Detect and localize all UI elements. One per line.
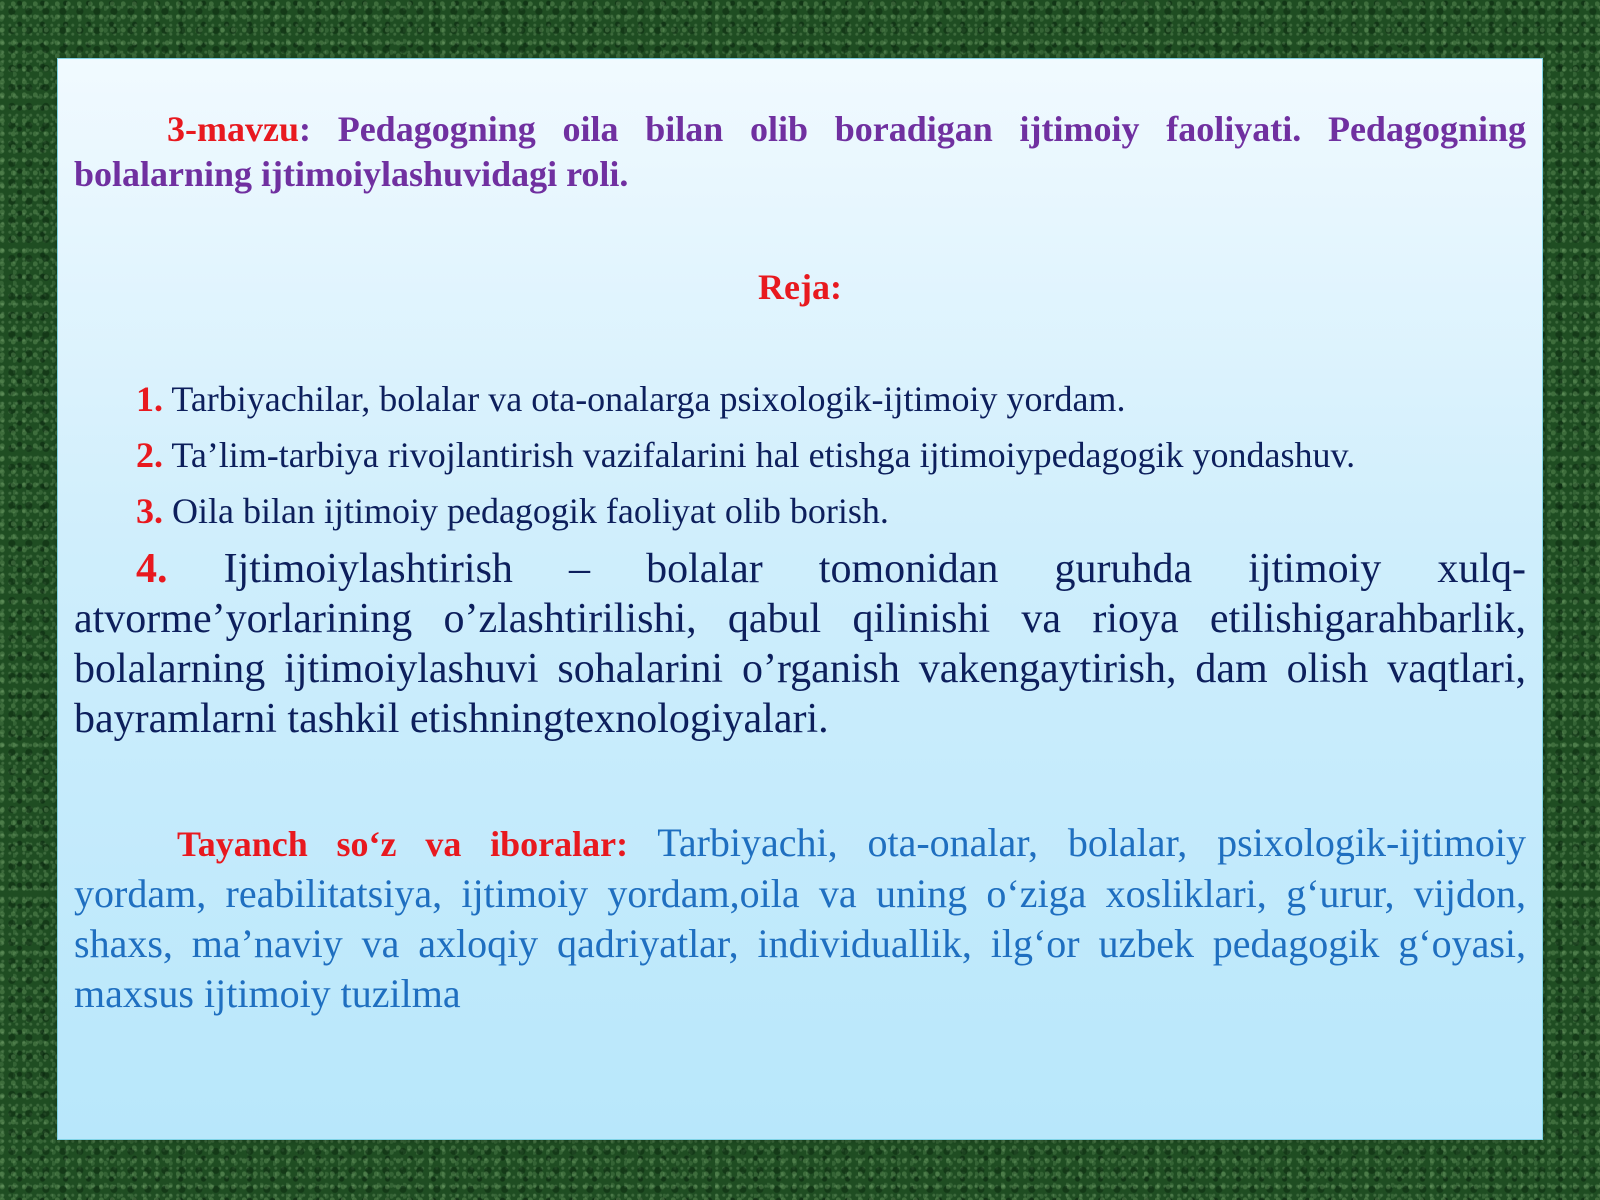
slide-panel [57, 58, 1543, 1140]
plan-item-3 [74, 488, 1526, 534]
plan-item-text: Oila bilan ijtimoiy pedagogik faoliyat olib borish. [163, 491, 889, 531]
plan-item-2 [74, 432, 1526, 478]
plan-item-text: Tarbiyachilar, bolalar va ota-onalarga psixologik-ijtimoiy yordam. [163, 379, 1126, 419]
plan-item-number: 1. [136, 379, 163, 419]
title-text: Pedagogning oila bilan olib boradigan ijtimoiy faoliyati. Pedagogning bolalarning ijtimoiylashuvidagi roli. [74, 109, 1526, 194]
plan-item-text: Ijtimoiylashtirish – bolalar tomonidan guruhda ijtimoiy xulq-atvorme’yorlarining o’zlashtirilishi, qabul qilinishi va rioya etilishigarahbarlik, bolalarning ijtimoiylashuvi sohalarini o’rganish vakengaytirish, dam olish vaqtlari, bayramlarni tashkil etishningtexnologiyalari. [74, 546, 1526, 742]
plan-item-text: Ta’lim-tarbiya rivojlantirish vazifalarini hal etishga ijtimoiypedagogik yondashuv. [163, 435, 1356, 475]
plan-item-number: 2. [136, 435, 163, 475]
plan-list [74, 376, 1526, 744]
title-colon: : [298, 109, 311, 149]
keywords-paragraph [74, 818, 1526, 1019]
keywords-label: Tayanch so‘z va iboralar: [177, 824, 629, 864]
plan-item-1 [74, 376, 1526, 422]
keywords-text: Tarbiyachi, ota-onalar, bolalar, psixologik-ijtimoiy yordam, reabilitatsiya, ijtimoiy yordam,oila va uning o‘ziga xosliklari, g‘urur, vijdon, shaxs, ma’naviy va axloqiy qadriyatlar, individuallik, ilg‘or uzbek pedagogik g‘oyasi, maxsus ijtimoiy tuzilma [74, 820, 1526, 1016]
topic-number: 3-mavzu [167, 109, 299, 149]
plan-item-4 [74, 544, 1526, 744]
plan-heading: Reja: [758, 267, 842, 307]
plan-item-number: 3. [136, 491, 163, 531]
slide-title [74, 107, 1526, 197]
slide-content [74, 107, 1526, 1019]
plan-item-number: 4. [136, 546, 168, 592]
